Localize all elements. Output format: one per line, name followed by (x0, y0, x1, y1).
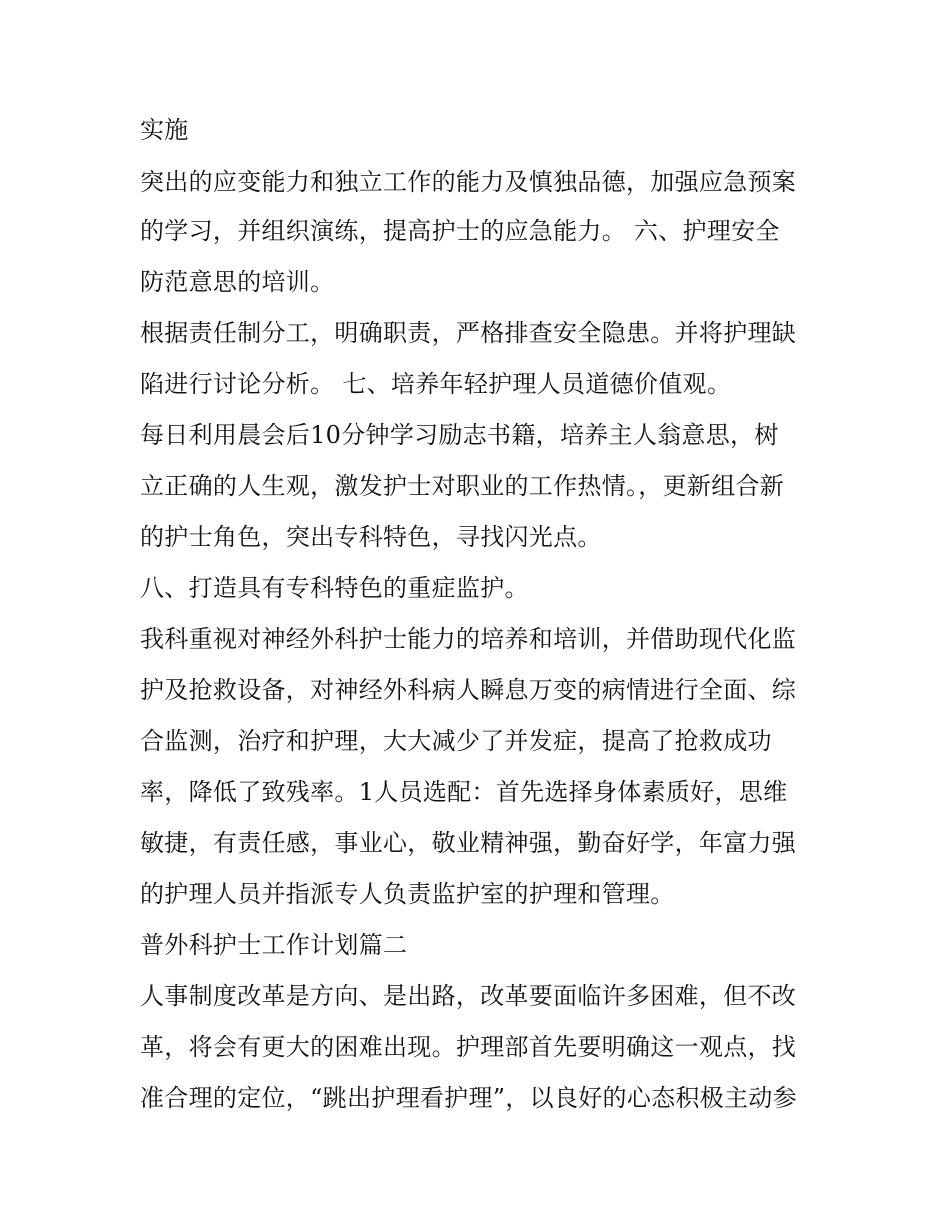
text-line: 的护士角色，突出专科特色，寻找闪光点。 (140, 523, 602, 551)
section-heading: 八、打造具有专科特色的重症监护。 (140, 574, 529, 602)
text-line: 敏捷，有责任感，事业心，敬业精神强，勤奋好学，年富力强 (140, 829, 797, 857)
text-line: 的学习，并组织演练，提高护士的应急能力。 六、护理安全 (140, 217, 780, 245)
text-line: 我科重视对神经外科护士能力的培养和培训，并借助现代化监 (140, 625, 797, 653)
text-line: 每日利用晨会后10分钟学习励志书籍，培养主人翁意思，树 (140, 421, 779, 449)
text-line: 防范意思的培训。 (140, 268, 335, 296)
text-line: 立正确的人生观，激发护士对职业的工作热情。，更新组合新 (140, 472, 785, 500)
text-line: 突出的应变能力和独立工作的能力及慎独品德，加强应急预案 (140, 168, 797, 196)
text-line: 率，降低了致残率。1人员选配：首先选择身体素质好，思维 (140, 778, 788, 806)
text-line: 革，将会有更大的困难出现。护理部首先要明确这一观点，找 (140, 1033, 797, 1061)
text-line: 的护理人员并指派专人负责监护室的护理和管理。 (140, 880, 675, 908)
text-line: 合监测，治疗和护理，大大减少了并发症，提高了抢救成功 (140, 727, 772, 755)
text-line: 准合理的定位，“跳出护理看护理”，以良好的心态积极主动参 (140, 1084, 797, 1112)
section-title: 普外科护士工作计划篇二 (140, 931, 408, 959)
text-line: 护及抢救设备，对神经外科病人瞬息万变的病情进行全面、综 (140, 676, 797, 704)
text-line: 陷进行讨论分析。 七、培养年轻护理人员道德价值观。 (140, 370, 732, 398)
text-line: 实施 (140, 116, 189, 144)
text-line: 根据责任制分工，明确职责，严格排查安全隐患。并将护理缺 (140, 319, 797, 347)
text-line: 人事制度改革是方向、是出路，改革要面临许多困难，但不改 (140, 982, 797, 1010)
